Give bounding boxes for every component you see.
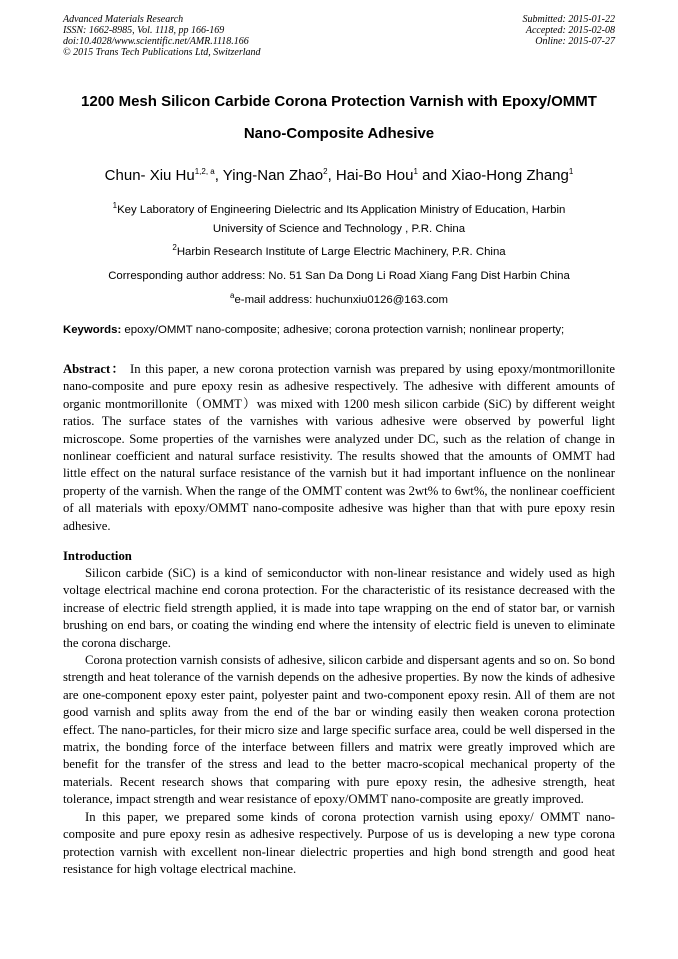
copyright: © 2015 Trans Tech Publications Ltd, Switzerland xyxy=(63,47,261,58)
journal-name: Advanced Materials Research xyxy=(63,14,184,25)
intro-paragraph-2: Corona protection varnish consists of adhesive, silicon carbide and dispersant agents and so on. So bond strength and heat tolerance of the varnish depends on the adhesive properties. By now the kinds of adhesive are one-component epoxy ester paint, polyester paint and two-component epoxy resin. All of them are not good varnish and splits away from the end of the bar or winding easily then weaken corona protection effect. The nano-particles, for their micro size and large specific surface area, could be well dispersed in the matrix, the bonding force of the interface between fillers and matrix were greatly improved which are benefit for the transfer of the stress and lead to the better macro-scopical mechanical property of the materials. Recent research shows that comparing with pure epoxy resin, the adhesive strength, heat tolerance, impact strength and wear resistance of epoxy/OMMT nano-composite are greatly improved. xyxy=(63,653,615,807)
affiliation-1 xyxy=(40,201,638,239)
affiliation-text: Key Laboratory of Engineering Dielectric and Its Application Ministry of Education, Harbin xyxy=(117,204,566,216)
intro-paragraph-3: In this paper, we prepared some kinds of corona protection varnish using epoxy/ OMMT nano-composite and pure epoxy resin as adhesive respectively. Purpose of us is developing a new type corona protection varnish with excellent non-linear dielectric properties and high bond strength and good heat resistance for high voltage electrical machine. xyxy=(63,809,615,876)
paper-title-line1: 1200 Mesh Silicon Carbide Corona Protection Varnish with Epoxy/OMMT xyxy=(81,93,597,110)
email-sup: a xyxy=(229,291,235,301)
author-name: Chun- Xiu Hu xyxy=(104,167,195,184)
issn-volume: ISSN: 1662-8985, Vol. 1118, pp 166-169 xyxy=(63,25,225,36)
introduction-body xyxy=(63,565,615,878)
author-sup: 1 xyxy=(568,167,574,176)
abstract-label: Abstract： xyxy=(63,362,126,376)
abstract xyxy=(63,361,615,535)
affiliation-sup: 2 xyxy=(172,243,177,253)
author-list xyxy=(30,166,648,186)
keywords-label: Keywords: xyxy=(63,324,122,336)
intro-paragraph-1: Silicon carbide (SiC) is a kind of semiconductor with non-linear resistance and widely used as high voltage electrical machine end corona protection. For the characteristic of its resistance decreased with the increase of electric field strength applied, it is made into tape wrapping on the end of stator bar, or varnish brushing on end bars, or coating the winding end where the intensity of electric field is uneven to eliminate the corona discharge. xyxy=(63,566,615,650)
email-address: e-mail address: huchunxiu0126@163.com xyxy=(234,294,448,306)
abstract-text: In this paper, a new corona protection varnish was prepared by using epoxy/montmorillonite nano-composite and pure epoxy resin as adhesive respectively. The adhesive with different amounts of organic montmorillonite（OMMT）was mixed with 1200 mesh silicon carbide (SiC) by different weight ratios. The surface states of the varnishes with various adhesive were observed by powerful light microscope. Some properties of the varnishes were analyzed under DC, such as the relation of change in nonlinear coefficient and natural surface resistivity. The results showed that the amounts of OMMT had little effect on the natural surface resistance of the varnish but it had important influence on the nonlinear property of the varnish. When the range of the OMMT content was 2wt% to 6wt%, the nonlinear coefficient of all materials with epoxy/OMMT nano-composite adhesive was higher than that with pure epoxy resin adhesive. xyxy=(63,362,615,533)
affiliation-sup: 1 xyxy=(112,201,118,211)
author-name: and Xiao-Hong Zhang xyxy=(417,167,569,184)
paper-title-line2: Nano-Composite Adhesive xyxy=(243,125,435,142)
submitted-date: Submitted: 2015-01-22 xyxy=(522,14,615,25)
author-sup: 2 xyxy=(323,167,328,176)
doi: doi:10.4028/www.scientific.net/AMR.1118.166 xyxy=(63,36,249,47)
affiliation-text: University of Science and Technology , P.R. China xyxy=(212,223,466,235)
journal-header-right xyxy=(523,14,616,47)
introduction-heading: Introduction xyxy=(63,549,132,563)
corresponding-address: Corresponding author address: No. 51 San Da Dong Li Road Xiang Fang Dist Harbin China xyxy=(108,270,570,282)
author-name: , Hai-Bo Hou xyxy=(327,167,414,184)
author-sup: 1 xyxy=(413,167,418,176)
affiliation-2 xyxy=(40,243,638,262)
keywords-text: epoxy/OMMT nano-composite; adhesive; corona protection varnish; nonlinear property; xyxy=(121,324,565,336)
journal-header-left xyxy=(63,14,261,58)
affiliation-text: Harbin Research Institute of Large Electric Machinery, P.R. China xyxy=(176,246,506,258)
online-date: Online: 2015-07-27 xyxy=(535,36,615,47)
email-line xyxy=(40,291,638,310)
keywords xyxy=(63,322,623,339)
accepted-date: Accepted: 2015-02-08 xyxy=(525,25,615,36)
author-sup: 1,2, a xyxy=(194,167,215,176)
author-name: , Ying-Nan Zhao xyxy=(214,167,324,184)
